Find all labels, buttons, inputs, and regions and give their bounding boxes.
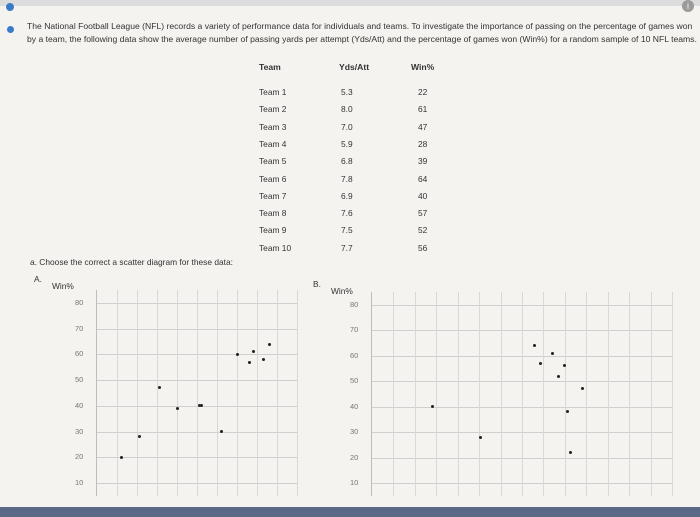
y-tick-label: 40 bbox=[75, 400, 84, 410]
gridline-vertical bbox=[458, 292, 459, 496]
team-cell: Team 5 bbox=[259, 156, 287, 167]
gridline-vertical bbox=[651, 292, 652, 496]
header-win-pct: Win% bbox=[411, 62, 435, 72]
team-cell: Team 10 bbox=[259, 242, 292, 253]
gridline-vertical bbox=[672, 292, 673, 496]
question-bullet-icon bbox=[7, 26, 14, 33]
yds-att-cell: 5.3 bbox=[341, 87, 353, 97]
top-strip bbox=[0, 0, 700, 6]
gridline-vertical bbox=[436, 292, 437, 496]
gridline-vertical bbox=[137, 290, 138, 496]
team-cell: Team 1 bbox=[259, 87, 287, 97]
option-b-letter[interactable]: B. bbox=[313, 279, 321, 289]
y-tick-label: 80 bbox=[75, 297, 84, 307]
gridline-vertical bbox=[629, 292, 630, 496]
question-marker-icon bbox=[6, 3, 14, 11]
scatter-point bbox=[569, 451, 572, 454]
yds-att-cell: 7.6 bbox=[341, 208, 353, 219]
question-label: a. Choose the correct a scatter diagram for these data: bbox=[30, 257, 233, 267]
y-tick-label: 40 bbox=[350, 401, 359, 411]
option-a-letter[interactable]: A. bbox=[34, 274, 42, 284]
gridline-vertical bbox=[522, 292, 523, 496]
y-tick-label: 50 bbox=[350, 376, 359, 386]
y-tick-label: 30 bbox=[350, 427, 359, 437]
gridline-vertical bbox=[277, 290, 278, 496]
gridline-vertical bbox=[157, 290, 158, 496]
gridline-vertical bbox=[501, 292, 502, 496]
win-pct-cell: 52 bbox=[418, 225, 428, 236]
info-icon[interactable]: i bbox=[682, 0, 694, 12]
gridline-vertical bbox=[257, 290, 258, 496]
y-tick-label: 10 bbox=[75, 478, 84, 488]
scatter-plot-a[interactable] bbox=[75, 290, 297, 496]
option-a-y-title: Win% bbox=[52, 281, 74, 291]
win-pct-cell: 64 bbox=[418, 173, 428, 184]
y-tick-label: 80 bbox=[350, 299, 359, 309]
y-tick-label: 70 bbox=[350, 325, 359, 335]
scatter-point bbox=[252, 350, 255, 353]
problem-statement: The National Football League (NFL) records a variety of performance data for individuals and teams. To investigate the importance of passing on the percentage of games won by a team, the following data show the average number of passing yards per attempt (Yds/Att) and the percentage of games won (Win%) for a random sample of 10 NFL teams. bbox=[27, 21, 697, 44]
scatter-point bbox=[431, 405, 434, 408]
gridline-vertical bbox=[393, 292, 394, 496]
scatter-point bbox=[581, 387, 584, 390]
yds-att-cell: 6.8 bbox=[341, 156, 353, 167]
bottom-bar bbox=[0, 507, 700, 517]
gridline-vertical bbox=[297, 290, 298, 496]
yds-att-cell: 7.5 bbox=[341, 225, 353, 236]
y-tick-label: 20 bbox=[350, 452, 359, 462]
team-cell: Team 3 bbox=[259, 121, 287, 132]
yds-att-cell: 7.8 bbox=[341, 173, 353, 184]
team-cell: Team 8 bbox=[259, 208, 287, 219]
win-pct-cell: 28 bbox=[418, 138, 428, 149]
gridline-vertical bbox=[237, 290, 238, 496]
gridline-vertical bbox=[479, 292, 480, 496]
scatter-point bbox=[479, 436, 482, 439]
header-team: Team bbox=[259, 62, 281, 72]
scatter-point bbox=[539, 362, 542, 365]
team-cell: Team 2 bbox=[259, 104, 287, 115]
header-yds-att: Yds/Att bbox=[339, 62, 370, 72]
scatter-point bbox=[557, 375, 560, 378]
scatter-point bbox=[176, 407, 179, 410]
win-pct-cell: 47 bbox=[418, 121, 428, 132]
gridline-vertical bbox=[543, 292, 544, 496]
scatter-point bbox=[248, 361, 251, 364]
yds-att-cell: 8.0 bbox=[341, 104, 353, 115]
gridline-vertical bbox=[565, 292, 566, 496]
gridline-vertical bbox=[117, 290, 118, 496]
scatter-point bbox=[551, 352, 554, 355]
win-pct-cell: 56 bbox=[418, 242, 428, 253]
scatter-point bbox=[236, 353, 239, 356]
win-pct-cell: 57 bbox=[418, 208, 428, 219]
win-pct-cell: 61 bbox=[418, 104, 428, 115]
gridline-vertical bbox=[608, 292, 609, 496]
gridline-vertical bbox=[197, 290, 198, 496]
yds-att-cell: 7.0 bbox=[341, 121, 353, 132]
team-cell: Team 6 bbox=[259, 173, 287, 184]
scatter-point bbox=[566, 410, 569, 413]
gridline-vertical bbox=[217, 290, 218, 496]
option-b-y-title: Win% bbox=[331, 286, 353, 296]
win-pct-cell: 22 bbox=[418, 87, 428, 97]
team-cell: Team 9 bbox=[259, 225, 287, 236]
scatter-point bbox=[262, 358, 265, 361]
y-tick-label: 60 bbox=[75, 349, 84, 359]
gridline-vertical bbox=[586, 292, 587, 496]
win-pct-cell: 39 bbox=[418, 156, 428, 167]
scatter-point bbox=[120, 456, 123, 459]
scatter-point bbox=[220, 430, 223, 433]
team-cell: Team 7 bbox=[259, 190, 287, 201]
gridline-vertical bbox=[177, 290, 178, 496]
scatter-point bbox=[533, 344, 536, 347]
y-tick-label: 10 bbox=[350, 478, 359, 488]
y-tick-label: 60 bbox=[350, 350, 359, 360]
yds-att-cell: 7.7 bbox=[341, 242, 353, 253]
scatter-plot-b[interactable] bbox=[350, 292, 672, 496]
win-pct-cell: 40 bbox=[418, 190, 428, 201]
scatter-point bbox=[138, 435, 141, 438]
y-tick-label: 70 bbox=[75, 323, 84, 333]
y-tick-label: 50 bbox=[75, 375, 84, 385]
gridline-vertical bbox=[415, 292, 416, 496]
y-tick-label: 30 bbox=[75, 426, 84, 436]
yds-att-cell: 5.9 bbox=[341, 138, 353, 149]
yds-att-cell: 6.9 bbox=[341, 190, 353, 201]
team-cell: Team 4 bbox=[259, 138, 287, 149]
y-tick-label: 20 bbox=[75, 452, 84, 462]
scatter-point bbox=[268, 343, 271, 346]
